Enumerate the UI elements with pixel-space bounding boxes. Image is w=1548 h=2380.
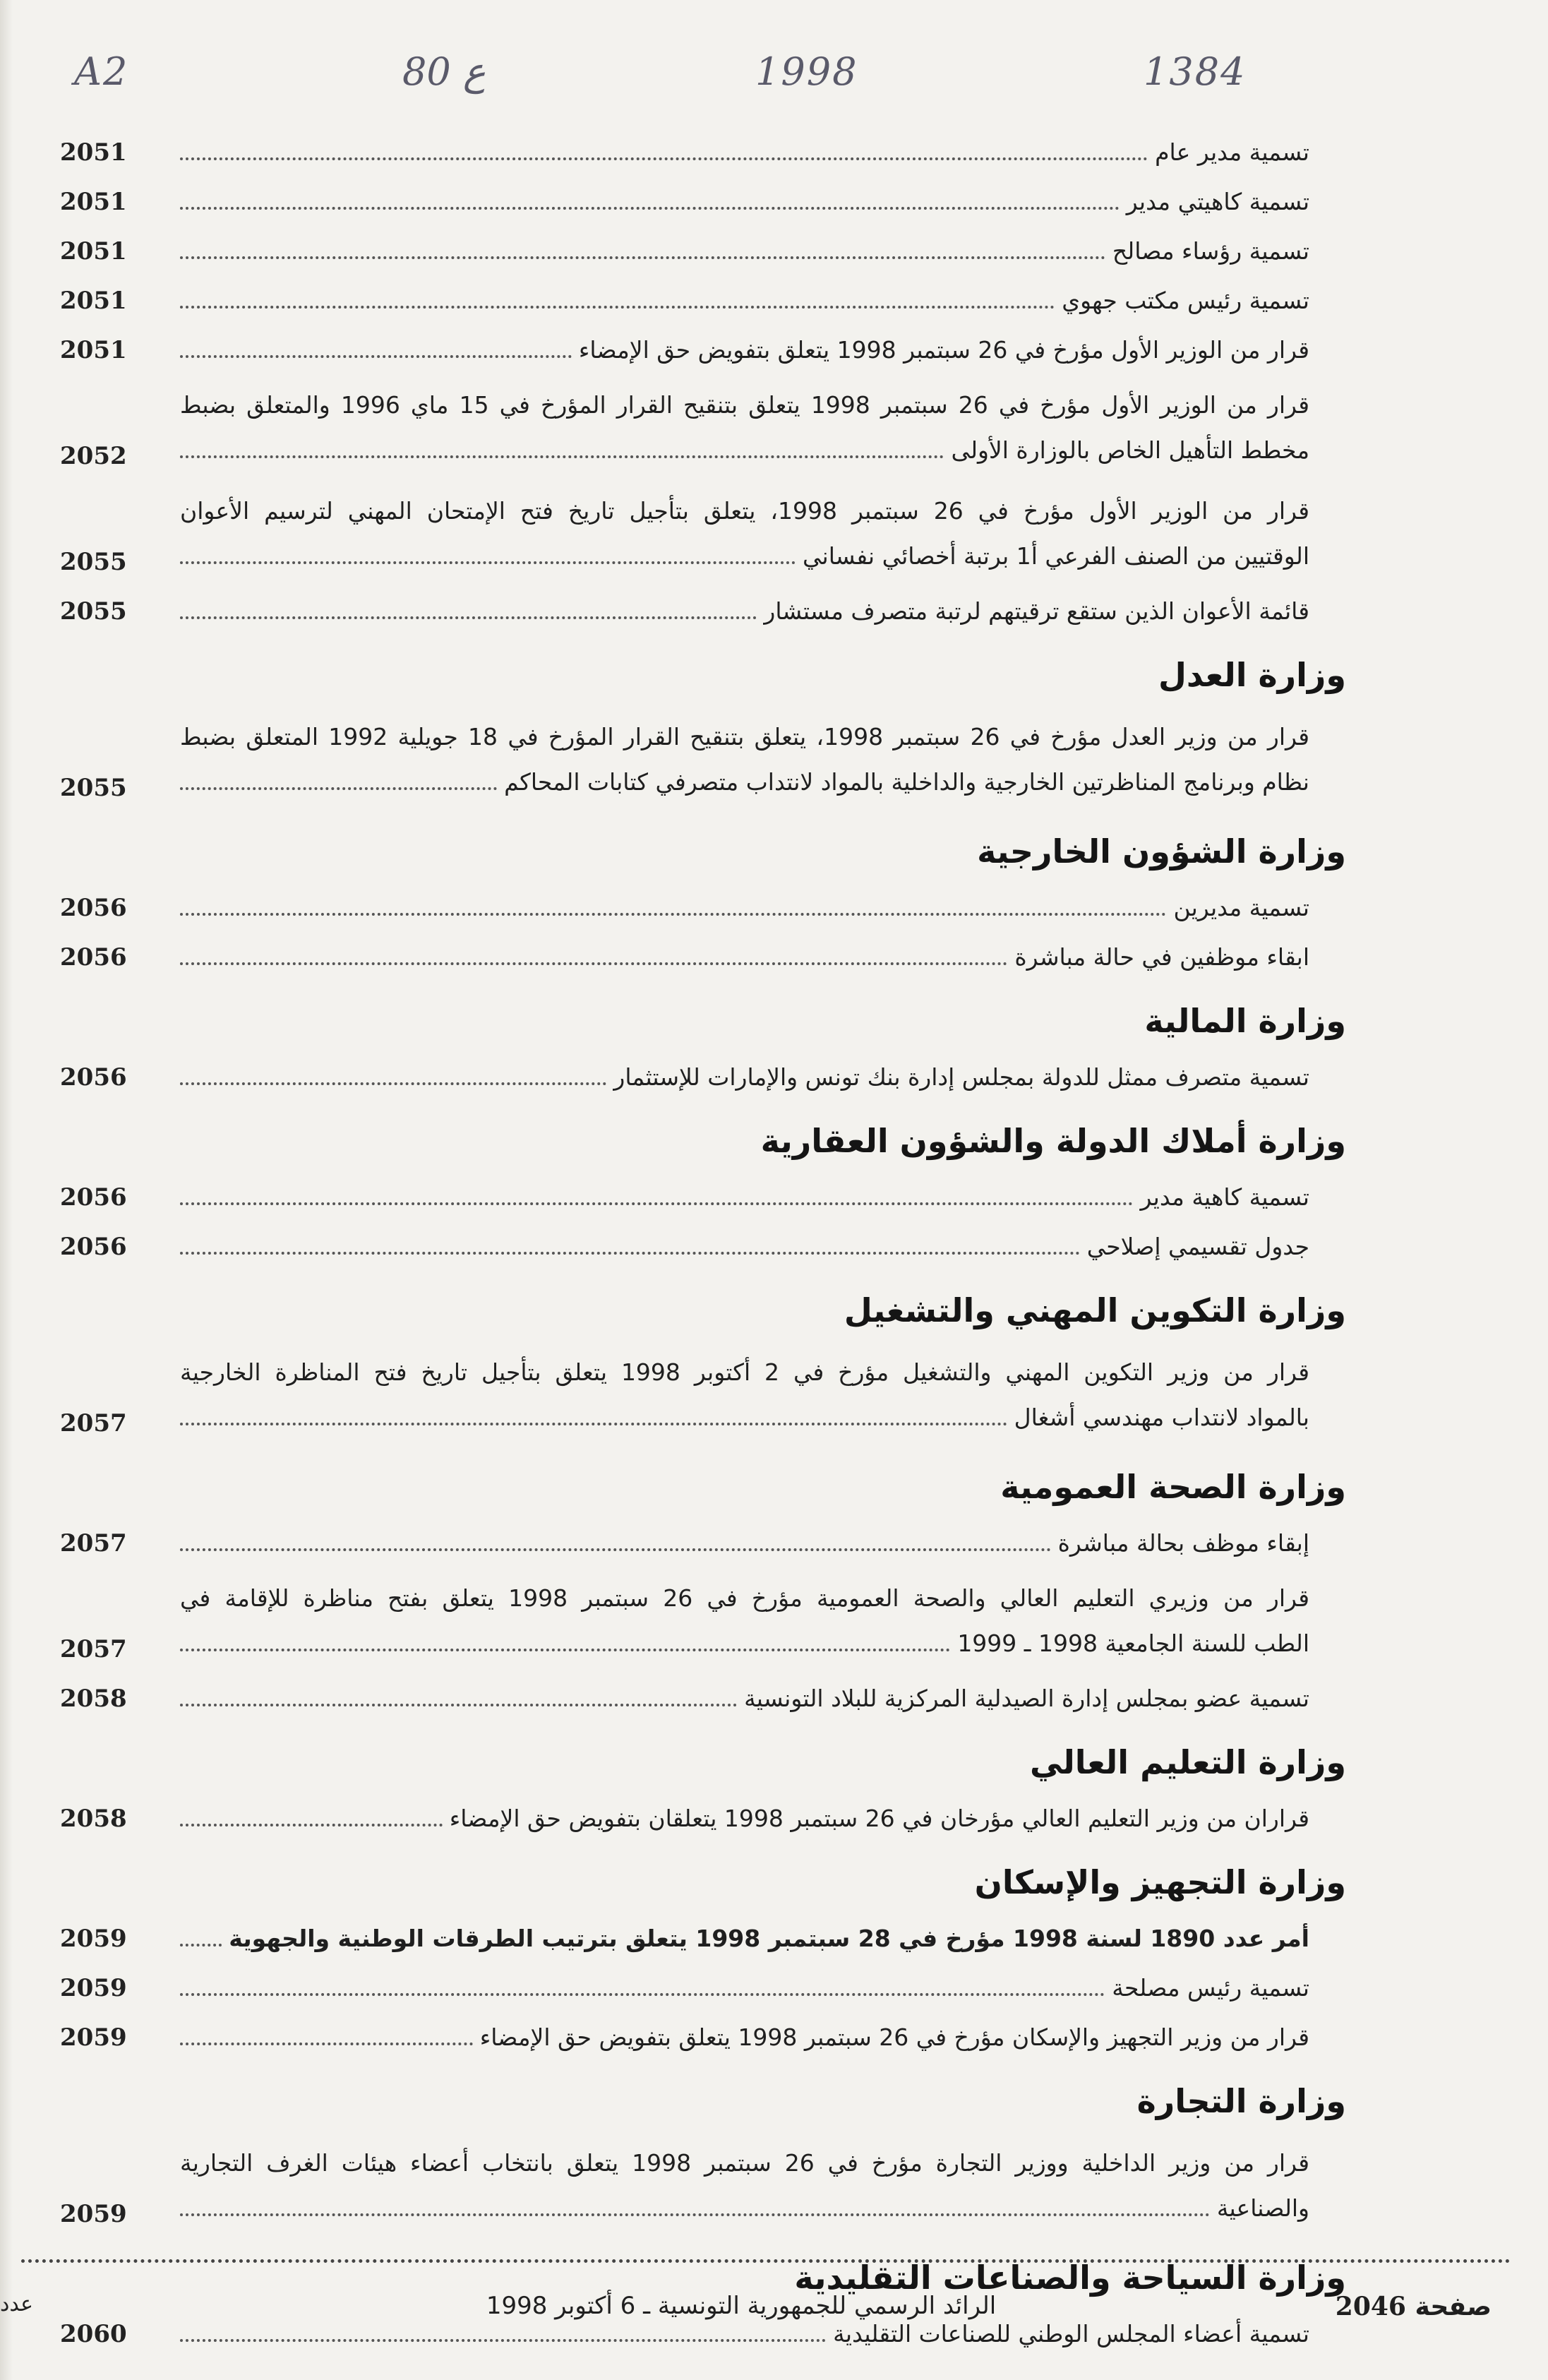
entry-text-line: قرار من وزيري التعليم العالي والصحة العمومية مؤرخ في 26 سبتمبر 1998 يتعلق بفتح مناظرة للإقامة في xyxy=(180,1584,1309,1612)
scan-edge xyxy=(0,0,13,2380)
handwritten-note: 1998 xyxy=(755,49,858,94)
dot-leader xyxy=(180,1252,1080,1255)
entry-page-number: 2059 xyxy=(60,1974,127,2002)
entry-leader-line xyxy=(180,534,1309,579)
entry-page-number: 2056 xyxy=(60,1183,127,1212)
entry-page-number: 2051 xyxy=(60,188,127,216)
entry-text xyxy=(180,1060,1352,1094)
entry-title: قرار من الوزير الأول مؤرخ في 26 سبتمبر 1998 يتعلق بتفويض حق الإمضاء xyxy=(578,336,1309,364)
entry-title: تسمية متصرف ممثل للدولة بمجلس إدارة بنك تونس والإمارات للإستثمار xyxy=(613,1063,1309,1091)
entry-text xyxy=(180,2021,1352,2055)
entry-page-number: 2055 xyxy=(60,548,127,576)
entry-title: إبقاء موظف بحالة مباشرة xyxy=(1057,1529,1309,1557)
entry-leader-line xyxy=(180,1395,1309,1440)
toc-entry xyxy=(60,1230,1352,1264)
ministry-heading: وزارة العدل xyxy=(1158,656,1346,694)
entry-page-number: 2059 xyxy=(60,2023,127,2052)
dot-leader xyxy=(180,1993,1105,1996)
entry-leader-line xyxy=(180,428,1309,473)
dot-leader xyxy=(180,355,572,358)
entry-page-number: 2055 xyxy=(60,597,127,626)
dot-leader xyxy=(180,913,1166,916)
entry-page-number: 2058 xyxy=(60,1685,127,1713)
entry-text xyxy=(180,1526,1352,1560)
entry-title: تسمية رئيس مصلحة xyxy=(1112,1974,1309,2002)
dot-leader xyxy=(180,455,944,458)
toc-entry xyxy=(60,2141,1352,2231)
entry-text xyxy=(180,1230,1352,1264)
dot-leader xyxy=(180,157,1148,160)
entry-text xyxy=(180,185,1352,219)
dot-leader xyxy=(180,2043,473,2045)
entry-text xyxy=(180,1180,1352,1214)
entry-title: تسمية مدير عام xyxy=(1155,138,1309,166)
dot-leader xyxy=(180,256,1105,259)
handwritten-note: A2 xyxy=(74,49,129,94)
entry-text-line: قرار من الوزير الأول مؤرخ في 26 سبتمبر 1998، يتعلق بتأجيل تاريخ فتح الإمتحان المهني لترسيم الأعوان xyxy=(180,497,1310,525)
entry-leader-line xyxy=(180,1230,1309,1264)
toc-entry xyxy=(60,714,1352,805)
entry-leader-line xyxy=(180,594,1309,628)
toc-entry xyxy=(60,136,1352,169)
dot-leader xyxy=(180,1824,443,1826)
entry-title: تسمية عضو بمجلس إدارة الصيدلية المركزية للبلاد التونسية xyxy=(744,1685,1309,1712)
ministry-heading: وزارة التكوين المهني والتشغيل xyxy=(844,1291,1346,1329)
entry-page-number: 2056 xyxy=(60,943,127,971)
entry-text-line: قرار من وزير التكوين المهني والتشغيل مؤرخ في 2 أكتوبر 1998 يتعلق بتأجيل تاريخ فتح المناظرة الخارجية xyxy=(180,1358,1309,1386)
dot-leader xyxy=(180,616,757,619)
dot-leader xyxy=(180,1548,1051,1551)
entry-page-number: 2052 xyxy=(60,442,127,470)
entry-page-number: 2056 xyxy=(60,894,127,922)
entry-text-line: قرار من وزير الداخلية ووزير التجارة مؤرخ في 26 سبتمبر 1998 يتعلق بانتخاب أعضاء هيئات الغرف التجارية xyxy=(180,2149,1309,2177)
entry-title: تسمية أعضاء المجلس الوطني للصناعات التقليدية xyxy=(833,2320,1309,2348)
entry-text xyxy=(180,383,1352,473)
toc-entry xyxy=(60,234,1352,268)
entry-title: تسمية مديرين xyxy=(1173,894,1309,921)
entry-leader-line xyxy=(180,760,1309,805)
entry-text xyxy=(180,594,1352,628)
entry-text xyxy=(180,1576,1352,1666)
entry-title: تسمية رؤساء مصالح xyxy=(1112,237,1309,265)
toc-entry xyxy=(60,1526,1352,1560)
toc-entry xyxy=(60,1802,1352,1836)
entry-title: أمر عدد 1890 لسنة 1998 مؤرخ في 28 سبتمبر 1998 يتعلق بترتيب الطرقات الوطنية والجهوية xyxy=(229,1925,1309,1952)
entry-text xyxy=(180,489,1352,579)
gazette-title: الرائد الرسمي للجمهورية التونسية ـ 6 أكتوبر 1998 xyxy=(486,2292,997,2320)
entry-page-number: 2056 xyxy=(60,1233,127,1261)
entry-leader-line xyxy=(180,891,1309,925)
handwritten-note: 80 ع xyxy=(402,49,486,94)
ministry-heading: وزارة المالية xyxy=(1144,1002,1346,1040)
entry-leader-line xyxy=(180,2021,1309,2055)
toc-entry xyxy=(60,383,1352,473)
entry-page-number: 2059 xyxy=(60,1925,127,1953)
toc-entry xyxy=(60,284,1352,318)
ministry-heading: وزارة الصحة العمومية xyxy=(1000,1468,1346,1506)
entry-title: الوقتيين من الصنف الفرعي أ1 برتبة أخصائي نفساني xyxy=(803,542,1309,570)
footer-dotted-rule xyxy=(21,2259,1511,2263)
page-footer xyxy=(0,2259,1548,2344)
entry-title: مخطط التأهيل الخاص بالوزارة الأولى xyxy=(951,436,1309,464)
entry-leader-line xyxy=(180,284,1309,318)
page-label: صفحة xyxy=(1415,2292,1492,2321)
toc-entry xyxy=(60,1180,1352,1214)
entry-page-number: 2057 xyxy=(60,1409,127,1437)
entry-text-line: قرار من وزير العدل مؤرخ في 26 سبتمبر 1998، يتعلق بتنقيح القرار المؤرخ في 18 جويلية 1992 المتعلق بضبط xyxy=(180,723,1309,751)
dot-leader xyxy=(180,1649,950,1651)
cropped-edge-text: عدد xyxy=(0,2292,34,2316)
ministry-heading: وزارة أملاك الدولة والشؤون العقارية xyxy=(760,1122,1346,1160)
entry-leader-line xyxy=(180,1526,1309,1560)
entry-page-number: 2057 xyxy=(60,1529,127,1557)
toc-entry xyxy=(60,1682,1352,1716)
entry-text xyxy=(180,136,1352,169)
dot-leader xyxy=(180,561,796,564)
entry-leader-line xyxy=(180,1180,1309,1214)
entry-page-number: 2056 xyxy=(60,1063,127,1092)
entry-page-number: 2059 xyxy=(60,2200,127,2228)
dot-leader xyxy=(180,787,497,790)
entry-text xyxy=(180,333,1352,367)
footer-page-number xyxy=(1336,2292,1492,2321)
toc-entry xyxy=(60,489,1352,579)
entry-leader-line xyxy=(180,333,1309,367)
dot-leader xyxy=(180,1423,1007,1425)
entry-text xyxy=(180,1922,1352,1956)
entry-title: نظام وبرنامج المناظرتين الخارجية والداخلية بالمواد لانتداب متصرفي كتابات المحاكم xyxy=(504,768,1309,796)
entry-page-number: 2055 xyxy=(60,774,127,802)
entry-leader-line xyxy=(180,185,1309,219)
handwritten-note: 1384 xyxy=(1144,49,1247,94)
ministry-heading: وزارة الشؤون الخارجية xyxy=(977,832,1346,871)
entry-text xyxy=(180,284,1352,318)
toc-entry xyxy=(60,1971,1352,2005)
toc-entry xyxy=(60,1060,1352,1094)
entry-text xyxy=(180,940,1352,974)
dot-leader xyxy=(180,2213,1210,2216)
entry-title: تسمية كاهيتي مدير xyxy=(1126,188,1309,215)
entry-leader-line xyxy=(180,136,1309,169)
ministry-heading: وزارة التجهيز والإسكان xyxy=(974,1863,1346,1901)
entry-title: والصناعية xyxy=(1216,2194,1309,2222)
dot-leader xyxy=(180,207,1120,210)
entry-title: الطب للسنة الجامعية 1998 ـ 1999 xyxy=(957,1629,1309,1657)
entry-leader-line xyxy=(180,1621,1309,1666)
entry-title: قائمة الأعوان الذين ستقع ترقيتهم لرتبة متصرف مستشار xyxy=(764,597,1309,625)
entry-text-line: قرار من الوزير الأول مؤرخ في 26 سبتمبر 1998 يتعلق بتنقيح القرار المؤرخ في 15 ماي 1996 والمتعلق بضبط xyxy=(180,391,1309,419)
entry-text xyxy=(180,2141,1352,2231)
entry-text xyxy=(180,1802,1352,1836)
entry-leader-line xyxy=(180,2186,1309,2231)
entry-title: بالمواد لانتداب مهندسي أشغال xyxy=(1014,1404,1309,1431)
entry-text xyxy=(180,1971,1352,2005)
entry-leader-line xyxy=(180,1682,1309,1716)
entry-text xyxy=(180,891,1352,925)
toc-entry xyxy=(60,1922,1352,1956)
toc-entry xyxy=(60,185,1352,219)
dot-leader xyxy=(180,1082,606,1085)
entry-leader-line xyxy=(180,234,1309,268)
entry-page-number: 2058 xyxy=(60,1805,127,1833)
dot-leader xyxy=(180,962,1007,965)
entry-page-number: 2051 xyxy=(60,287,127,315)
entry-text xyxy=(180,1682,1352,1716)
entry-title: ابقاء موظفين في حالة مباشرة xyxy=(1014,943,1309,971)
entry-title: قرار من وزير التجهيز والإسكان مؤرخ في 26 سبتمبر 1998 يتعلق بتفويض حق الإمضاء xyxy=(479,2023,1309,2051)
dot-leader xyxy=(180,1944,222,1947)
entry-text xyxy=(180,234,1352,268)
entry-leader-line xyxy=(180,1971,1309,2005)
toc-entry xyxy=(60,594,1352,628)
toc-entry xyxy=(60,1350,1352,1440)
dot-leader xyxy=(180,1704,737,1706)
entry-leader-line xyxy=(180,1060,1309,1094)
entry-leader-line xyxy=(180,1802,1309,1836)
entry-leader-line xyxy=(180,940,1309,974)
ministry-heading: وزارة التعليم العالي xyxy=(1029,1743,1346,1781)
entry-text xyxy=(180,1350,1352,1440)
entry-page-number: 2057 xyxy=(60,1635,127,1663)
page-number: 2046 xyxy=(1335,2292,1406,2321)
entry-title: تسمية كاهية مدير xyxy=(1140,1183,1309,1211)
toc-entry xyxy=(60,2021,1352,2055)
entry-title: تسمية رئيس مكتب جهوي xyxy=(1062,287,1309,314)
dot-leader xyxy=(180,306,1055,309)
entry-page-number: 2060 xyxy=(60,2320,127,2348)
entry-page-number: 2051 xyxy=(60,336,127,364)
entry-title: جدول تقسيمي إصلاحي xyxy=(1086,1233,1309,1260)
toc-entry xyxy=(60,1576,1352,1666)
ministry-heading: وزارة السياحة والصناعات التقليدية xyxy=(794,2259,1346,2297)
entry-text xyxy=(180,714,1352,805)
toc-entry xyxy=(60,333,1352,367)
entry-leader-line xyxy=(180,1922,1309,1956)
toc-entry xyxy=(60,940,1352,974)
entry-title: قراران من وزير التعليم العالي مؤرخان في 26 سبتمبر 1998 يتعلقان بتفويض حق الإمضاء xyxy=(449,1805,1309,1832)
table-of-contents xyxy=(60,136,1352,2367)
toc-entry xyxy=(60,891,1352,925)
entry-page-number: 2051 xyxy=(60,237,127,265)
dot-leader xyxy=(180,1202,1133,1205)
ministry-heading: وزارة التجارة xyxy=(1136,2082,1346,2120)
entry-page-number: 2051 xyxy=(60,138,127,167)
